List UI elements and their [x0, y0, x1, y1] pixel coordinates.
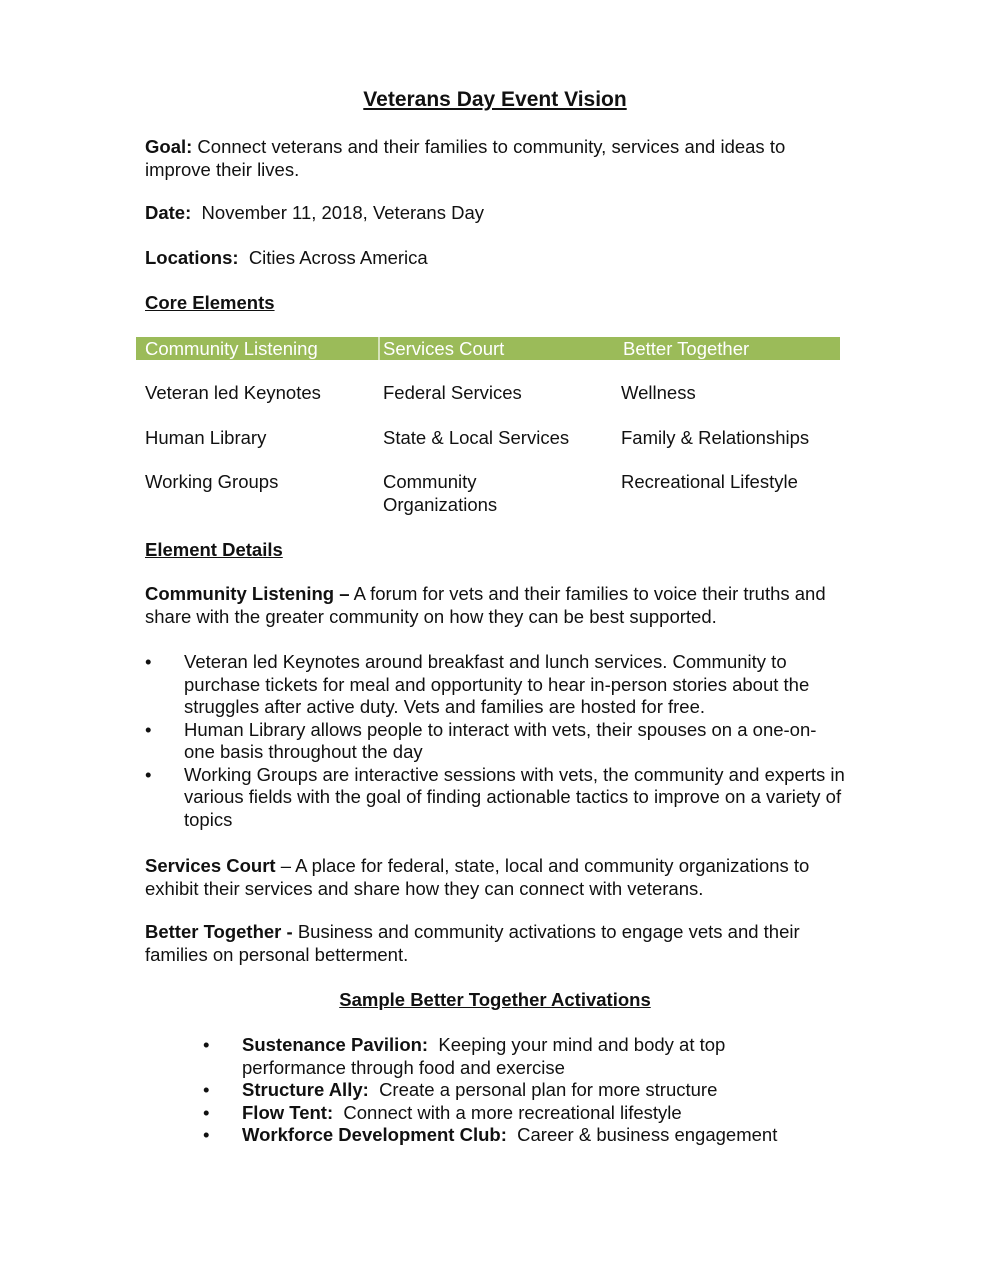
bullet-icon: • [203, 1124, 210, 1145]
table-header-cell: Better Together [623, 338, 750, 359]
services-court-label: Services Court [145, 855, 276, 876]
table-row [136, 382, 840, 405]
bullet-icon: • [203, 1101, 210, 1123]
table-header-row [136, 337, 840, 360]
date-paragraph [145, 202, 845, 225]
table-cell: State & Local Services [383, 426, 570, 448]
table-header-cell: Community Listening [145, 338, 318, 359]
core-elements-table [136, 337, 840, 516]
list-item [145, 764, 845, 832]
activation-label: Structure Ally: [242, 1079, 369, 1100]
bullet-icon: • [145, 651, 152, 672]
activation-label: Sustenance Pavilion: [242, 1034, 429, 1055]
goal-paragraph [145, 136, 845, 181]
better-together-label: Better Together - [145, 921, 293, 942]
page-title: Veterans Day Event Vision [363, 88, 627, 111]
list-item [203, 1124, 823, 1147]
activations-heading: Sample Better Together Activations [339, 989, 651, 1010]
community-listening-text: A forum for vets and their families to voice their truths and share with the greater community on how they can be best supported. [145, 583, 826, 627]
core-elements-heading: Core Elements [145, 292, 275, 313]
bullet-icon: • [203, 1034, 210, 1055]
better-together-paragraph [145, 921, 845, 966]
table-cell: Wellness [621, 382, 696, 403]
activation-label: Workforce Development Club: [242, 1124, 507, 1145]
table-cell: Recreational Lifestyle [621, 471, 798, 492]
goal-text: Connect veterans and their families to community, services and ideas to improve their lives. [145, 136, 786, 180]
locations-paragraph [145, 247, 845, 270]
community-listening-bullets [145, 651, 845, 831]
services-court-paragraph [145, 855, 845, 900]
table-cell: Family & Relationships [621, 426, 810, 448]
table-cell: Community Organizations [383, 471, 498, 515]
date-label: Date: [145, 202, 192, 223]
community-listening-label: Community Listening – [145, 583, 350, 604]
list-item [145, 651, 845, 719]
date-text: November 11, 2018, Veterans Day [201, 202, 485, 223]
activation-label: Flow Tent: [242, 1101, 334, 1123]
list-item [203, 1034, 823, 1079]
list-item-text: Human Library allows people to interact with vets, their spouses on a one-on-one basis throughout the day [184, 718, 817, 762]
activations-list [203, 1034, 823, 1147]
table-cell: Veteran led Keynotes [145, 382, 321, 403]
list-item-text: Working Groups are interactive sessions with vets, the community and experts in various fields with the goal of finding actionable tactics to improve on a variety of topics [184, 763, 845, 830]
goal-label: Goal: [145, 136, 193, 157]
better-together-text: Business and community activations to engage vets and their families on personal betterment. [145, 921, 800, 965]
table-row [136, 471, 840, 516]
bullet-icon: • [145, 763, 152, 785]
locations-text: Cities Across America [248, 247, 428, 268]
table-cell: Federal Services [383, 382, 522, 403]
activation-text: Create a personal plan for more structure [379, 1079, 718, 1100]
list-item [203, 1102, 823, 1125]
locations-label: Locations: [145, 247, 239, 268]
list-item [203, 1079, 823, 1102]
table-cell: Working Groups [145, 471, 279, 492]
table-header-cell: Services Court [378, 337, 615, 360]
table-cell: Human Library [145, 426, 267, 448]
community-listening-paragraph [145, 583, 845, 628]
list-item [145, 719, 845, 764]
element-details-heading: Element Details [145, 539, 283, 560]
table-row [136, 427, 840, 450]
services-court-text: – A place for federal, state, local and community organizations to exhibit their services and share how they can connect with veterans. [145, 855, 810, 899]
bullet-icon: • [203, 1079, 210, 1100]
activation-text: Connect with a more recreational lifestyle [343, 1101, 682, 1123]
activation-text: Keeping your mind and body at top performance through food and exercise [242, 1034, 726, 1078]
bullet-icon: • [145, 718, 152, 740]
activation-text: Career & business engagement [517, 1124, 778, 1145]
list-item-text: Veteran led Keynotes around breakfast and lunch services. Community to purchase tickets for meal and opportunity to hear in-person stories about the struggles after active duty. Vets and families are hosted for free. [184, 651, 810, 717]
